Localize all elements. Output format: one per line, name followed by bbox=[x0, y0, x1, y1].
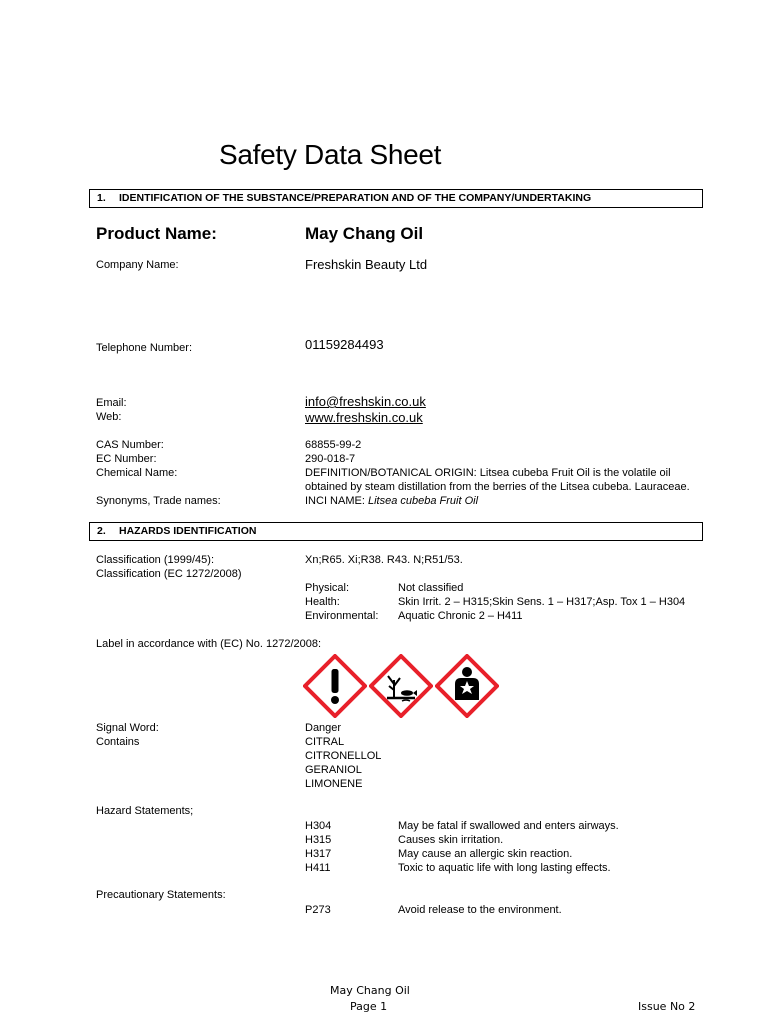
cas-label: CAS Number: bbox=[96, 439, 164, 451]
hazard-code: H411 bbox=[305, 862, 331, 874]
environmental-value: Aquatic Chronic 2 – H411 bbox=[398, 610, 523, 622]
chemical-value-line1: DEFINITION/BOTANICAL ORIGIN: Litsea cubeba Fruit Oil is the volatile oil bbox=[305, 467, 671, 479]
web-label: Web: bbox=[96, 411, 122, 423]
hazard-text: May be fatal if swallowed and enters airways. bbox=[398, 820, 619, 832]
telephone-value: 01159284493 bbox=[305, 337, 384, 352]
classification-ec-label: Classification (EC 1272/2008) bbox=[96, 568, 242, 580]
contains-item: LIMONENE bbox=[305, 778, 363, 790]
health-hazard-icon bbox=[435, 654, 499, 718]
precaution-text: Avoid release to the environment. bbox=[398, 904, 562, 916]
section-heading: IDENTIFICATION OF THE SUBSTANCE/PREPARATION AND OF THE COMPANY/UNDERTAKING bbox=[119, 192, 592, 204]
health-value: Skin Irrit. 2 – H315;Skin Sens. 1 – H317;Asp. Tox 1 – H304 bbox=[398, 596, 686, 608]
section-heading: HAZARDS IDENTIFICATION bbox=[119, 525, 257, 537]
section-1-header bbox=[89, 189, 703, 208]
footer-product: May Chang Oil bbox=[330, 984, 410, 997]
hazard-code: H315 bbox=[305, 834, 332, 846]
health-label: Health: bbox=[305, 596, 340, 608]
exclamation-mark-icon bbox=[303, 654, 367, 718]
email-label: Email: bbox=[96, 397, 127, 409]
environment-icon bbox=[369, 654, 433, 718]
product-name-label: Product Name: bbox=[96, 224, 217, 243]
signal-word-value: Danger bbox=[305, 722, 342, 734]
chemical-value-line2: obtained by steam distillation from the berries of the Litsea cubeba. Lauraceae. bbox=[305, 481, 690, 493]
ec-label: EC Number: bbox=[96, 453, 157, 465]
section-2-header bbox=[89, 522, 703, 541]
precaution-code: P273 bbox=[305, 904, 331, 916]
signal-word-label: Signal Word: bbox=[96, 722, 159, 734]
physical-value: Not classified bbox=[398, 582, 464, 594]
chemical-label: Chemical Name: bbox=[96, 467, 178, 479]
precautionary-statements-label: Precautionary Statements: bbox=[96, 889, 226, 901]
hazard-code: H317 bbox=[305, 848, 332, 860]
physical-label: Physical: bbox=[305, 582, 350, 594]
contains-item: GERANIOL bbox=[305, 764, 362, 776]
hazard-text: May cause an allergic skin reaction. bbox=[398, 848, 573, 860]
web-link[interactable]: www.freshskin.co.uk bbox=[305, 410, 423, 425]
classification-1999-label: Classification (1999/45): bbox=[96, 554, 215, 566]
footer-issue: Issue No 2 bbox=[638, 1000, 696, 1013]
page-title: Safety Data Sheet bbox=[219, 139, 442, 170]
company-label: Company Name: bbox=[96, 259, 179, 271]
email-link[interactable]: info@freshskin.co.uk bbox=[305, 394, 426, 409]
footer-page: Page 1 bbox=[350, 1000, 388, 1013]
label-regulation-text: Label in accordance with (EC) No. 1272/2008: bbox=[96, 638, 322, 650]
section-number: 1. bbox=[97, 192, 106, 204]
contains-item: CITRAL bbox=[305, 736, 345, 748]
hazard-statements-label: Hazard Statements; bbox=[96, 805, 194, 817]
product-name-value: May Chang Oil bbox=[305, 224, 424, 243]
hazard-text: Causes skin irritation. bbox=[398, 834, 504, 846]
contains-item: CITRONELLOL bbox=[305, 750, 382, 762]
contains-label: Contains bbox=[96, 736, 140, 748]
inci-prefix: INCI NAME: bbox=[305, 495, 368, 507]
hazard-code: H304 bbox=[305, 820, 332, 832]
ec-value: 290-018-7 bbox=[305, 453, 356, 465]
inci-name: Litsea cubeba Fruit Oil bbox=[367, 495, 479, 507]
cas-value: 68855-99-2 bbox=[305, 439, 362, 451]
company-value: Freshskin Beauty Ltd bbox=[305, 257, 428, 272]
telephone-label: Telephone Number: bbox=[96, 342, 193, 354]
classification-1999-value: Xn;R65. Xi;R38. R43. N;R51/53. bbox=[305, 554, 463, 566]
section-number: 2. bbox=[97, 525, 106, 537]
inci-value bbox=[305, 495, 478, 507]
hazard-text: Toxic to aquatic life with long lasting effects. bbox=[398, 862, 611, 874]
environmental-label: Environmental: bbox=[305, 610, 379, 622]
synonyms-label: Synonyms, Trade names: bbox=[96, 495, 221, 507]
